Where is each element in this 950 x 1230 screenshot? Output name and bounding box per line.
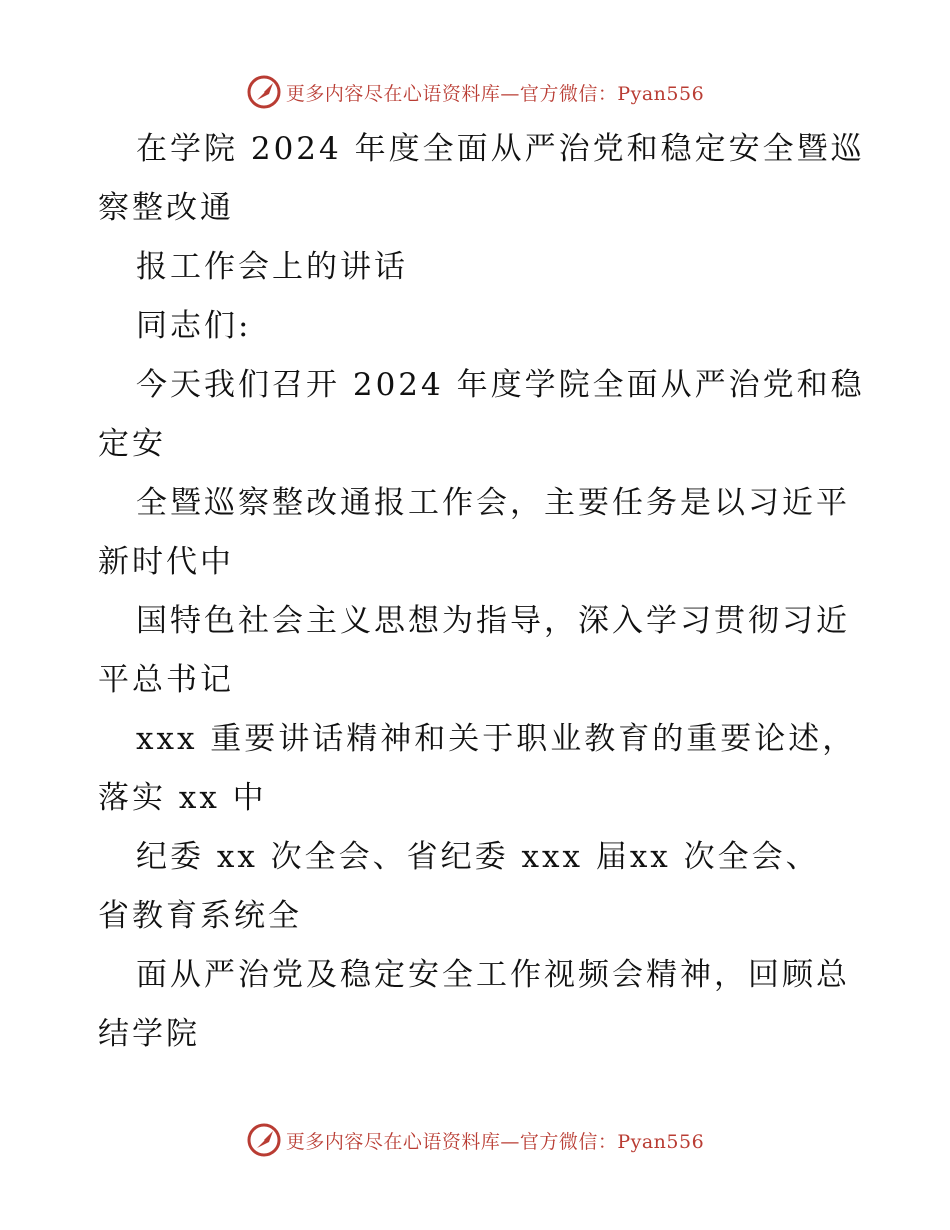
paragraph: 报工作会上的讲话 [136, 249, 408, 285]
paragraph: 在学院 2024 年度全面从严治党和稳定安全暨巡 察整改通 [98, 131, 865, 226]
paragraph: xxx 重要讲话精神和关于职业教育的重要论述， 落实 xx 中 [98, 721, 857, 816]
banner-text: 更多内容尽在心语资料库— [285, 82, 520, 105]
banner-text: 更多内容尽在心语资料库— [285, 1130, 520, 1153]
header-banner [0, 72, 950, 112]
quill-logo-icon [246, 1122, 282, 1158]
wechat-id: 官方微信：Pyan556 [519, 1130, 705, 1153]
document-body [98, 120, 865, 1064]
paragraph: 国特色社会主义思想为指导，深入学习贯彻习近 平总书记 [98, 603, 850, 698]
paragraph: 同志们: [136, 308, 252, 344]
wechat-id: 官方微信：Pyan556 [519, 82, 705, 105]
paragraph: 面从严治党及稳定安全工作视频会精神，回顾总 结学院 [98, 957, 850, 1052]
paragraph: 纪委 xx 次全会、省纪委 xxx 届xx 次全会、 省教育系统全 [98, 839, 820, 934]
paragraph: 今天我们召开 2024 年度学院全面从严治党和稳 定安 [98, 367, 865, 462]
quill-logo-icon [246, 74, 282, 110]
paragraph: 全暨巡察整改通报工作会，主要任务是以习近平 新时代中 [98, 485, 850, 580]
footer-banner [0, 1120, 950, 1160]
